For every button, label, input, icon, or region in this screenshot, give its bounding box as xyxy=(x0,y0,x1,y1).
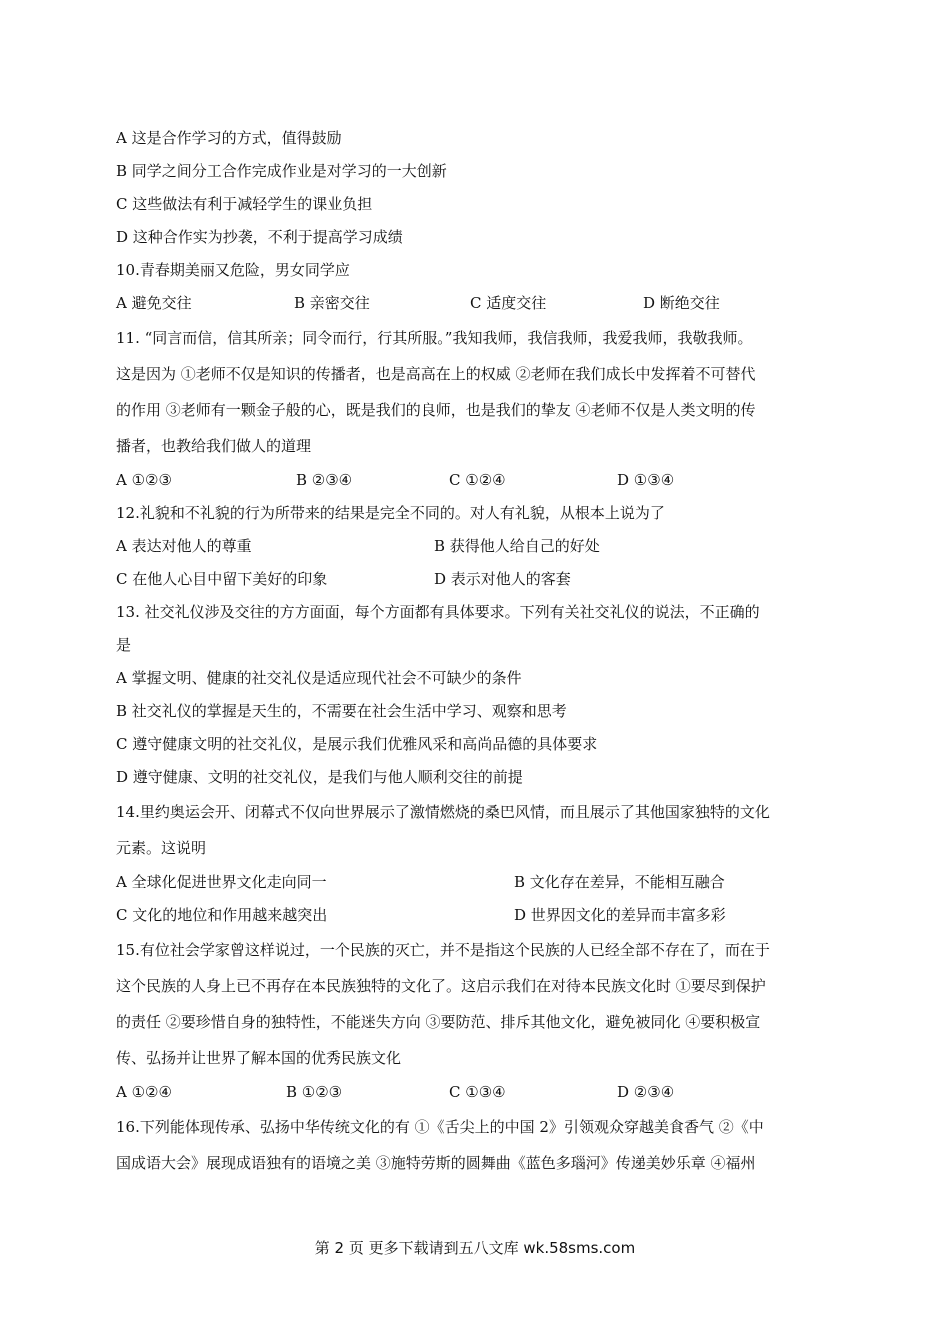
q12-options-row-2 xyxy=(116,563,841,596)
q15-option-a: A ①②④ xyxy=(116,1083,172,1101)
q11-stem-line-3: 的作用 ③老师有一颗金子般的心，既是我们的良师，也是我们的挚友 ④老师不仅是人类文明的传 xyxy=(116,401,756,419)
q10-option-c: C 适度交往 xyxy=(470,294,547,312)
q16-stem-line-2: 国成语大会》展现成语独有的语境之美 ③施特劳斯的圆舞曲《蓝色多瑙河》传递美妙乐章 ④福州 xyxy=(116,1154,756,1172)
q14-stem-line-1: 14.里约奥运会开、闭幕式不仅向世界展示了激情燃烧的桑巴风情，而且展示了其他国家独特的文化 xyxy=(116,803,770,821)
q9-option-b: B 同学之间分工合作完成作业是对学习的一大创新 xyxy=(116,162,447,180)
q15-options xyxy=(116,1076,841,1109)
q10-options xyxy=(116,287,841,320)
q12-options-row-1 xyxy=(116,530,841,563)
q15-stem-line-2: 这个民族的人身上已不再存在本民族独特的文化了。这启示我们在对待本民族文化时 ①要尽到保护 xyxy=(116,977,766,995)
q11-option-a: A ①②③ xyxy=(116,471,172,489)
q14-stem-line-2: 元素。这说明 xyxy=(116,839,207,857)
q15-stem-line-1: 15.有位社会学家曾这样说过，一个民族的灭亡，并不是指这个民族的人已经全部不存在了，而在于 xyxy=(116,941,770,959)
q9-option-c: C 这些做法有利于减轻学生的课业负担 xyxy=(116,195,373,213)
q14-option-c: C 文化的地位和作用越来越突出 xyxy=(116,906,328,924)
q14-option-d: D 世界因文化的差异而丰富多彩 xyxy=(514,906,726,924)
q15-option-d: D ②③④ xyxy=(617,1083,675,1101)
q13-stem-line-2: 是 xyxy=(116,636,132,654)
question-content xyxy=(116,122,841,1181)
q11-option-c: C ①②④ xyxy=(449,471,506,489)
q9-option-a: A 这是合作学习的方式，值得鼓励 xyxy=(116,129,342,147)
q10-option-b: B 亲密交往 xyxy=(294,294,370,312)
q11-option-b: B ②③④ xyxy=(296,471,353,489)
q13-option-c: C 遵守健康文明的社交礼仪，是展示我们优雅风采和高尚品德的具体要求 xyxy=(116,735,598,753)
q10-option-d: D 断绝交往 xyxy=(643,294,720,312)
q14-options-row-1 xyxy=(116,866,841,899)
q16-stem-line-1: 16.下列能体现传承、弘扬中华传统文化的有 ①《舌尖上的中国 2》引领观众穿越美食香气 ②《中 xyxy=(116,1118,764,1136)
page-footer: 第 2 页 更多下载请到五八文库 wk.58sms.com xyxy=(314,1239,636,1257)
q15-stem-line-3: 的责任 ②要珍惜自身的独特性，不能迷失方向 ③要防范、排斥其他文化，避免被同化 ④要积极宣 xyxy=(116,1013,761,1031)
q11-stem-line-4: 播者，也教给我们做人的道理 xyxy=(116,437,312,455)
q11-stem-line-2: 这是因为 ①老师不仅是知识的传播者，也是高高在上的权威 ②老师在我们成长中发挥着不可替代 xyxy=(116,365,756,383)
q15-stem-line-4: 传、弘扬并让世界了解本国的优秀民族文化 xyxy=(116,1049,402,1067)
q10-stem: 10.青春期美丽又危险，男女同学应 xyxy=(116,261,350,279)
q13-option-b: B 社交礼仪的掌握是天生的，不需要在社会生活中学习、观察和思考 xyxy=(116,702,567,720)
q13-stem-line-1: 13. 社交礼仪涉及交往的方方面面，每个方面都有具体要求。下列有关社交礼仪的说法，不正确的 xyxy=(116,603,760,621)
q12-stem: 12.礼貌和不礼貌的行为所带来的结果是完全不同的。对人有礼貌，从根本上说为了 xyxy=(116,504,665,522)
q15-option-b: B ①②③ xyxy=(286,1083,343,1101)
q14-options-row-2 xyxy=(116,899,841,932)
q10-option-a: A 避免交往 xyxy=(116,294,192,312)
q12-option-d: D 表示对他人的客套 xyxy=(434,570,571,588)
q11-stem-line-1: 11. “同言而信，信其所亲；同令而行，行其所服。”我知我师，我信我师，我爱我师，我敬我师。 xyxy=(116,329,753,347)
q11-option-d: D ①③④ xyxy=(617,471,675,489)
q14-option-a: A 全球化促进世界文化走向同一 xyxy=(116,873,327,891)
q9-option-d: D 这种合作实为抄袭，不利于提高学习成绩 xyxy=(116,228,403,246)
q15-option-c: C ①③④ xyxy=(449,1083,506,1101)
q13-option-d: D 遵守健康、文明的社交礼仪，是我们与他人顺利交往的前提 xyxy=(116,768,523,786)
q12-option-a: A 表达对他人的尊重 xyxy=(116,537,252,555)
q11-options xyxy=(116,464,841,497)
q14-option-b: B 文化存在差异，不能相互融合 xyxy=(514,873,725,891)
q12-option-c: C 在他人心目中留下美好的印象 xyxy=(116,570,328,588)
q13-option-a: A 掌握文明、健康的社交礼仪是适应现代社会不可缺少的条件 xyxy=(116,669,522,687)
q12-option-b: B 获得他人给自己的好处 xyxy=(434,537,600,555)
